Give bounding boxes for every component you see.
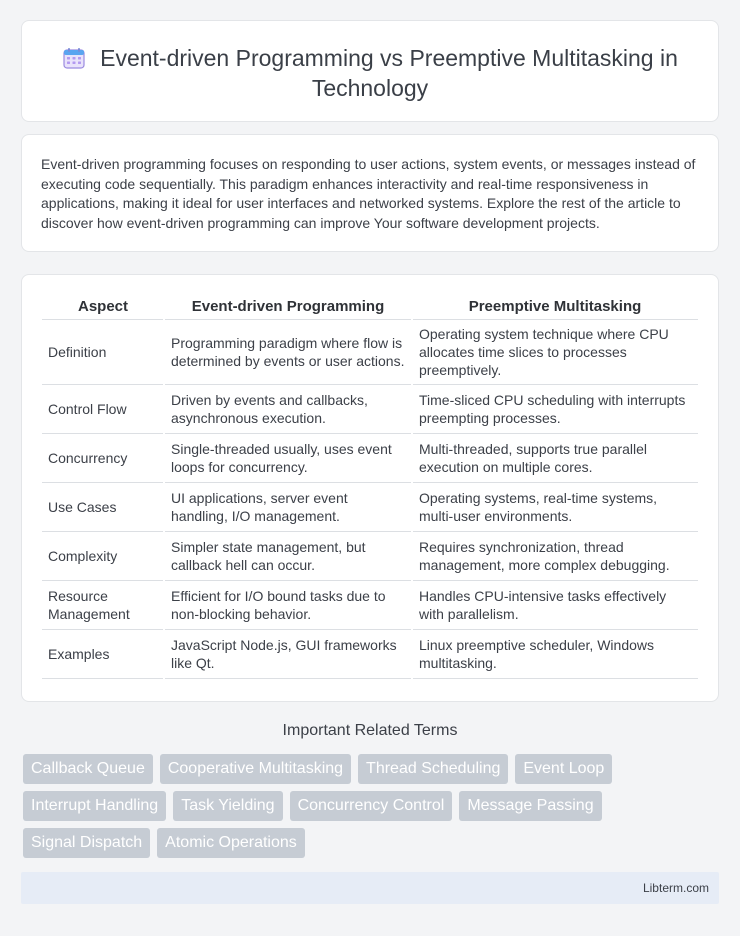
header-event-driven: Event-driven Programming bbox=[164, 297, 412, 319]
intro-card bbox=[21, 134, 719, 252]
related-terms-list bbox=[23, 754, 723, 858]
table-row bbox=[42, 433, 698, 482]
row-event-driven: Single-threaded usually, uses event loops for concurrency. bbox=[164, 433, 412, 482]
page-title-row bbox=[22, 43, 718, 103]
row-aspect: Examples bbox=[42, 629, 164, 678]
related-term-tag[interactable]: Callback Queue bbox=[23, 754, 153, 784]
related-term-tag[interactable]: Task Yielding bbox=[173, 791, 282, 821]
row-aspect: Control Flow bbox=[42, 384, 164, 433]
table-row bbox=[42, 629, 698, 678]
row-aspect: Complexity bbox=[42, 531, 164, 580]
row-aspect: Concurrency bbox=[42, 433, 164, 482]
intro-paragraph: Event-driven programming focuses on responding to user actions, system events, or messages instead of executing code sequentially. This paradigm enhances interactivity and real-time responsiveness in applications, making it ideal for user interfaces and networked systems. Explore the rest of the article to discover how event-driven programming can improve Your software development projects. bbox=[41, 156, 696, 231]
row-preemptive: Linux preemptive scheduler, Windows multitasking. bbox=[412, 629, 698, 678]
row-aspect: Use Cases bbox=[42, 482, 164, 531]
row-preemptive: Handles CPU-intensive tasks effectively with parallelism. bbox=[412, 580, 698, 629]
footer-site-link[interactable]: Libterm.com bbox=[642, 881, 709, 895]
row-preemptive: Time-sliced CPU scheduling with interrupts preempting processes. bbox=[412, 384, 698, 433]
calendar-icon bbox=[62, 46, 86, 70]
table-row bbox=[42, 531, 698, 580]
related-term-tag[interactable]: Interrupt Handling bbox=[23, 791, 166, 821]
row-event-driven: Simpler state management, but callback hell can occur. bbox=[164, 531, 412, 580]
header-preemptive: Preemptive Multitasking bbox=[412, 297, 698, 319]
row-aspect: Definition bbox=[42, 319, 164, 384]
title-card bbox=[21, 20, 719, 122]
header-aspect: Aspect bbox=[42, 297, 164, 319]
row-event-driven: Driven by events and callbacks, asynchronous execution. bbox=[164, 384, 412, 433]
table-header-row bbox=[42, 297, 698, 319]
row-event-driven: UI applications, server event handling, I/O management. bbox=[164, 482, 412, 531]
row-preemptive: Multi-threaded, supports true parallel execution on multiple cores. bbox=[412, 433, 698, 482]
table-row bbox=[42, 580, 698, 629]
related-term-tag[interactable]: Signal Dispatch bbox=[23, 828, 150, 858]
row-event-driven: Efficient for I/O bound tasks due to non-blocking behavior. bbox=[164, 580, 412, 629]
related-term-tag[interactable]: Concurrency Control bbox=[290, 791, 453, 821]
footer bbox=[21, 872, 719, 904]
page-title: Event-driven Programming vs Preemptive Multitasking in Technology bbox=[100, 45, 678, 101]
table-row bbox=[42, 482, 698, 531]
comparison-card bbox=[21, 274, 719, 702]
related-term-tag[interactable]: Cooperative Multitasking bbox=[160, 754, 351, 784]
table-row bbox=[42, 319, 698, 384]
row-aspect: Resource Management bbox=[42, 580, 164, 629]
related-term-tag[interactable]: Thread Scheduling bbox=[358, 754, 508, 784]
related-term-tag[interactable]: Message Passing bbox=[459, 791, 601, 821]
related-terms-title: Important Related Terms bbox=[282, 722, 458, 739]
row-preemptive: Operating systems, real-time systems, multi-user environments. bbox=[412, 482, 698, 531]
table-row bbox=[42, 384, 698, 433]
row-event-driven: Programming paradigm where flow is determined by events or user actions. bbox=[164, 319, 412, 384]
comparison-table bbox=[42, 297, 698, 679]
row-event-driven: JavaScript Node.js, GUI frameworks like Qt. bbox=[164, 629, 412, 678]
row-preemptive: Operating system technique where CPU allocates time slices to processes preemptively. bbox=[412, 319, 698, 384]
row-preemptive: Requires synchronization, thread management, more complex debugging. bbox=[412, 531, 698, 580]
related-term-tag[interactable]: Atomic Operations bbox=[157, 828, 305, 858]
related-term-tag[interactable]: Event Loop bbox=[515, 754, 612, 784]
